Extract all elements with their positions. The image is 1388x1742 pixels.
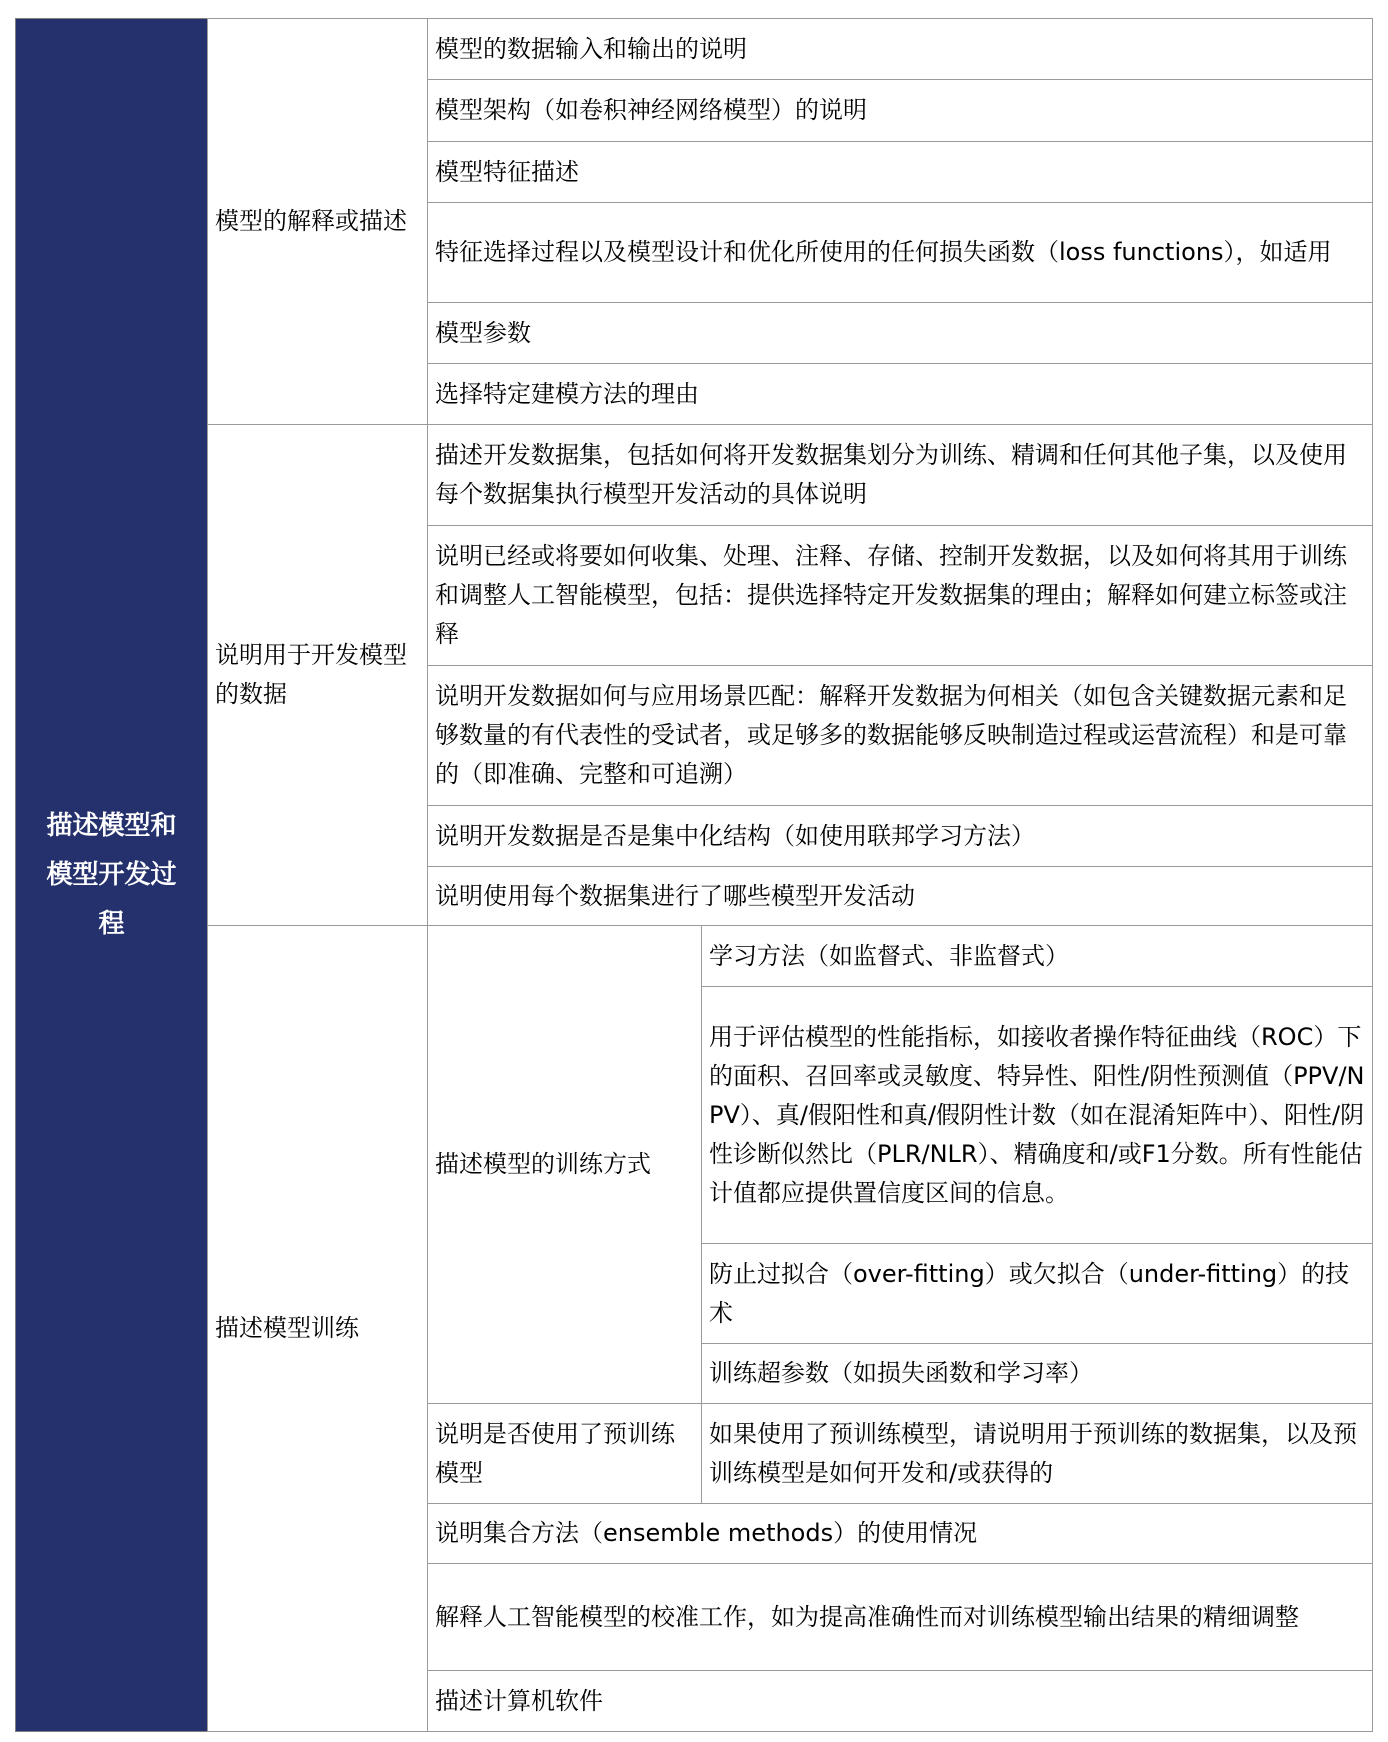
item-cell: 模型架构（如卷积神经网络模型）的说明 <box>427 79 1373 142</box>
item-cell: 模型的数据输入和输出的说明 <box>427 18 1373 80</box>
main-category-title: 描述模型和模型开发过程 <box>46 810 177 939</box>
item-cell: 训练超参数（如损失函数和学习率） <box>701 1343 1373 1404</box>
item-cell: 如果使用了预训练模型，请说明用于预训练的数据集，以及预训练模型是如何开发和/或获得的 <box>701 1403 1373 1504</box>
main-category-cell <box>15 18 208 1732</box>
item-cell: 描述开发数据集，包括如何将开发数据集划分为训练、精调和任何其他子集，以及使用每个数据集执行模型开发活动的具体说明 <box>427 424 1373 526</box>
subgroup-label-training-method: 描述模型的训练方式 <box>435 1150 651 1178</box>
section-label-model-training: 描述模型训练 <box>215 1314 359 1342</box>
item-cell: 说明集合方法（ensemble methods）的使用情况 <box>427 1503 1373 1564</box>
item-cell: 学习方法（如监督式、非监督式） <box>701 925 1373 987</box>
item-cell: 选择特定建模方法的理由 <box>427 363 1373 425</box>
item-cell: 说明已经或将要如何收集、处理、注释、存储、控制开发数据，以及如何将其用于训练和调整人工智能模型，包括：提供选择特定开发数据集的理由；解释如何建立标签或注释 <box>427 525 1373 666</box>
item-cell: 说明开发数据是否是集中化结构（如使用联邦学习方法） <box>427 805 1373 867</box>
subgroup-label-cell <box>427 1403 702 1504</box>
subgroup-label-cell <box>427 925 702 1404</box>
section-label-development-data: 说明用于开发模型的数据 <box>215 641 407 708</box>
section-label-cell <box>207 424 428 926</box>
item-cell: 解释人工智能模型的校准工作，如为提高准确性而对训练模型输出结果的精细调整 <box>427 1563 1373 1671</box>
section-label-cell <box>207 925 428 1732</box>
item-cell: 防止过拟合（over-fitting）或欠拟合（under-fitting）的技术 <box>701 1243 1373 1344</box>
item-cell: 特征选择过程以及模型设计和优化所使用的任何损失函数（loss functions），如适用 <box>427 202 1373 303</box>
section-label-model-description: 模型的解释或描述 <box>215 207 407 235</box>
item-cell: 模型参数 <box>427 302 1373 364</box>
subgroup-label-pretrained-model: 说明是否使用了预训练模型 <box>435 1419 675 1487</box>
section-label-cell <box>207 18 428 425</box>
item-cell: 用于评估模型的性能指标，如接收者操作特征曲线（ROC）下的面积、召回率或灵敏度、特异性、阳性/阴性预测值（PPV/NPV）、真/假阳性和真/假阴性计数（如在混淆矩阵中）、阳性/阴性诊断似然比（PLR/NLR）、精确度和/或F1分数。所有性能估计值都应提供置信度区间的信息。 <box>701 986 1373 1244</box>
item-cell: 说明开发数据如何与应用场景匹配：解释开发数据为何相关（如包含关键数据元素和足够数量的有代表性的受试者，或足够多的数据能够反映制造过程或运营流程）和是可靠的（即准确、完整和可追溯） <box>427 665 1373 806</box>
item-cell: 说明使用每个数据集进行了哪些模型开发活动 <box>427 866 1373 926</box>
item-cell: 描述计算机软件 <box>427 1670 1373 1732</box>
item-cell: 模型特征描述 <box>427 141 1373 203</box>
